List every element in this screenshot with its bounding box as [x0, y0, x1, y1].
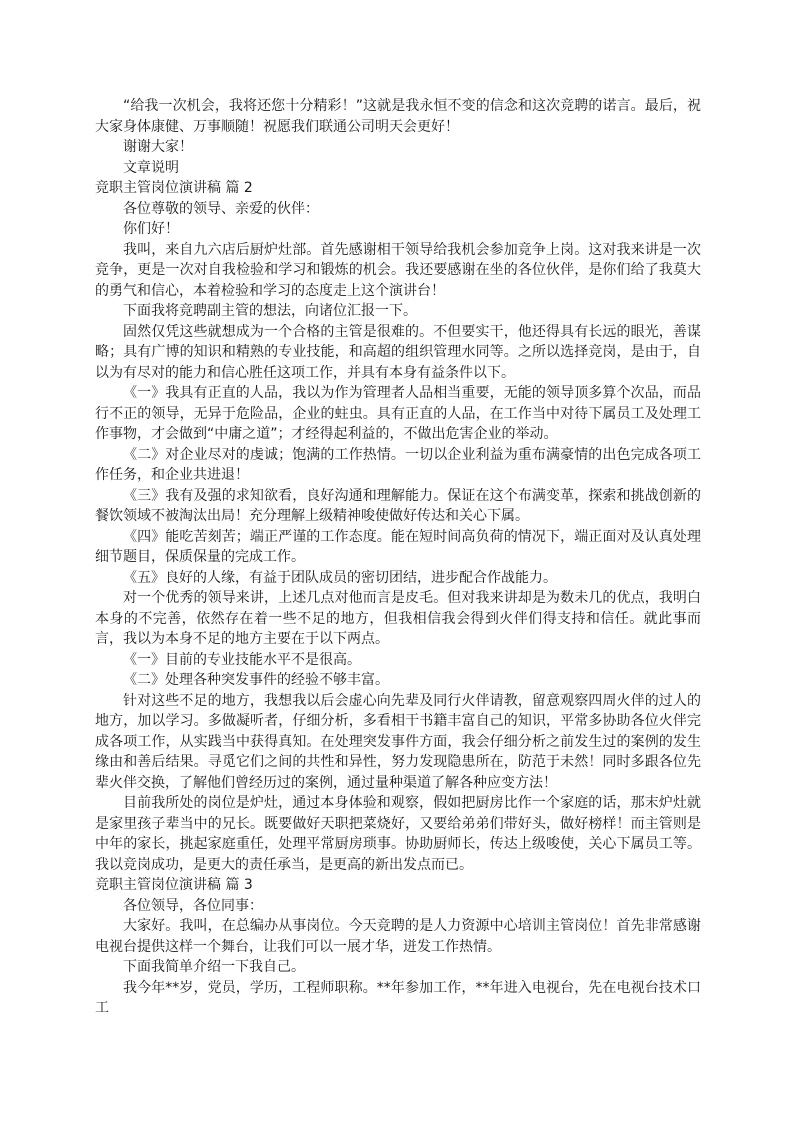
paragraph: 下面我将竞聘副主管的想法，向诸位汇报一下。 — [123, 303, 417, 319]
paragraph: 我今年**岁，党员，学历，工程师职称。**年参加工作，**年进入电视台，先在电视台技术口工 — [95, 979, 701, 1016]
paragraph: 《一》我具有正直的人品，我以为作为管理者人品相当重要，无能的领导顶多算个次品，而品行不正的领导，无异于危险品，企业的蛀虫。具有正直的人品，在工作当中对待下属员工及处理工作事物，才会做到“中庸之道”；才经得起利益的，不做出危害企业的举动。 — [95, 385, 701, 442]
section-heading: 竞职主管岗位演讲稿 篇 2 — [95, 180, 253, 196]
paragraph: 谢谢大家！ — [123, 139, 193, 155]
paragraph: 针对这些不足的地方，我想我以后会虚心向先辈及同行火伴请教，留意观察四周火伴的过人的地方，加以学习。多做凝听者，仔细分析，多看相干书籍丰富自己的知识，平常多协助各位火伴完成各项工作，从实践当中获得真知。在处理突发事件方面，我会仔细分析之前发生过的案例的发生缘由和善后结果。寻觅它们之间的共性和异性，努力发现隐患所在，防范于未然！同时多跟各位先辈火伴交换，了解他们曾经历过的案例，通过量种渠道了解各种应变方法！ — [95, 692, 701, 791]
paragraph: 大家好。我叫，在总编办从事岗位。今天竞聘的是人力资源中心培训主管岗位！首先非常感谢电视台提供这样一个舞台，让我们可以一展才华，迸发工作热情。 — [95, 918, 701, 955]
paragraph: 《一》目前的专业技能水平不是很高。 — [123, 651, 361, 668]
paragraph: “给我一次机会，我将还您十分精彩！”这就是我永恒不变的信念和这次竞聘的诺言。最后，祝大家身体康健、万事顺随！祝愿我们联通公司明天会更好！ — [95, 98, 701, 135]
section-heading: 竞职主管岗位演讲稿 篇 3 — [95, 877, 253, 893]
paragraph: 你们好！ — [123, 221, 179, 237]
document-page — [95, 96, 701, 1019]
paragraph: 《二》处理各种突发事件的经验不够丰富。 — [123, 672, 389, 688]
paragraph: 我叫，来自九六店后厨炉灶部。首先感谢相干领导给我机会参加竞争上岗。这对我来讲是一次竞争，更是一次对自我检验和学习和锻炼的机会。我还要感谢在坐的各位伙伴，是你们给了我莫大的勇气和信心，本着检验和学习的态度走上这个演讲台！ — [95, 241, 701, 299]
paragraph: 文章说明 — [123, 159, 179, 176]
paragraph: 目前我所处的岗位是炉灶，通过本身体验和观察，假如把厨房比作一个家庭的话，那末炉灶就是家里孩子辈当中的兄长。既要做好天职把菜烧好，又要给弟弟们带好头，做好榜样！而主管则是中年的家长，挑起家庭重任，处理平常厨房琐事。协助厨师长，传达上级唆使，关心下属员工等。我以竞岗成功，是更大的责任承当，是更高的新出发点而已。 — [95, 795, 701, 873]
paragraph: 各位领导，各位同事： — [123, 897, 263, 914]
paragraph: 《五》良好的人缘，有益于团队成员的密切团结，进步配合作战能力。 — [123, 569, 557, 586]
paragraph: 对一个优秀的领导来讲，上述几点对他而言是皮毛。但对我来讲却是为数未几的优点，我明白本身的不完善，依然存在着一些不足的地方，但我相信我会得到火伴们得支持和信任。就此事而言，我以为本身不足的地方主要在于以下两点。 — [95, 590, 701, 647]
paragraph: 《二》对企业尽对的虔诚；饱满的工作热情。一切以企业利益为重布满豪情的出色完成各项工作任务，和企业共进退！ — [95, 446, 701, 483]
paragraph: 《三》我有及强的求知欲看，良好沟通和理解能力。保证在这个布满变革，探索和挑战创新的餐饮领域不被淘汰出局！充分理解上级精神唆使做好传达和关心下属。 — [95, 487, 701, 524]
paragraph: 固然仅凭这些就想成为一个合格的主管是很难的。不但要实干，他还得具有长远的眼光，善谋略；具有广博的知识和精熟的专业技能，和高超的组织管理水同等。之所以选择竞岗，是由于，自以为有尽对的能力和信心胜任这项工作，并具有本身有益条件以下。 — [95, 323, 701, 381]
paragraph: 各位尊敬的领导、亲爱的伙伴： — [123, 200, 319, 217]
paragraph: 下面我简单介绍一下我自己。 — [123, 959, 305, 975]
paragraph: 《四》能吃苦刻苦；端正严谨的工作态度。能在短时间高负荷的情况下，端正面对及认真处理细节题目，保质保量的完成工作。 — [95, 528, 701, 565]
